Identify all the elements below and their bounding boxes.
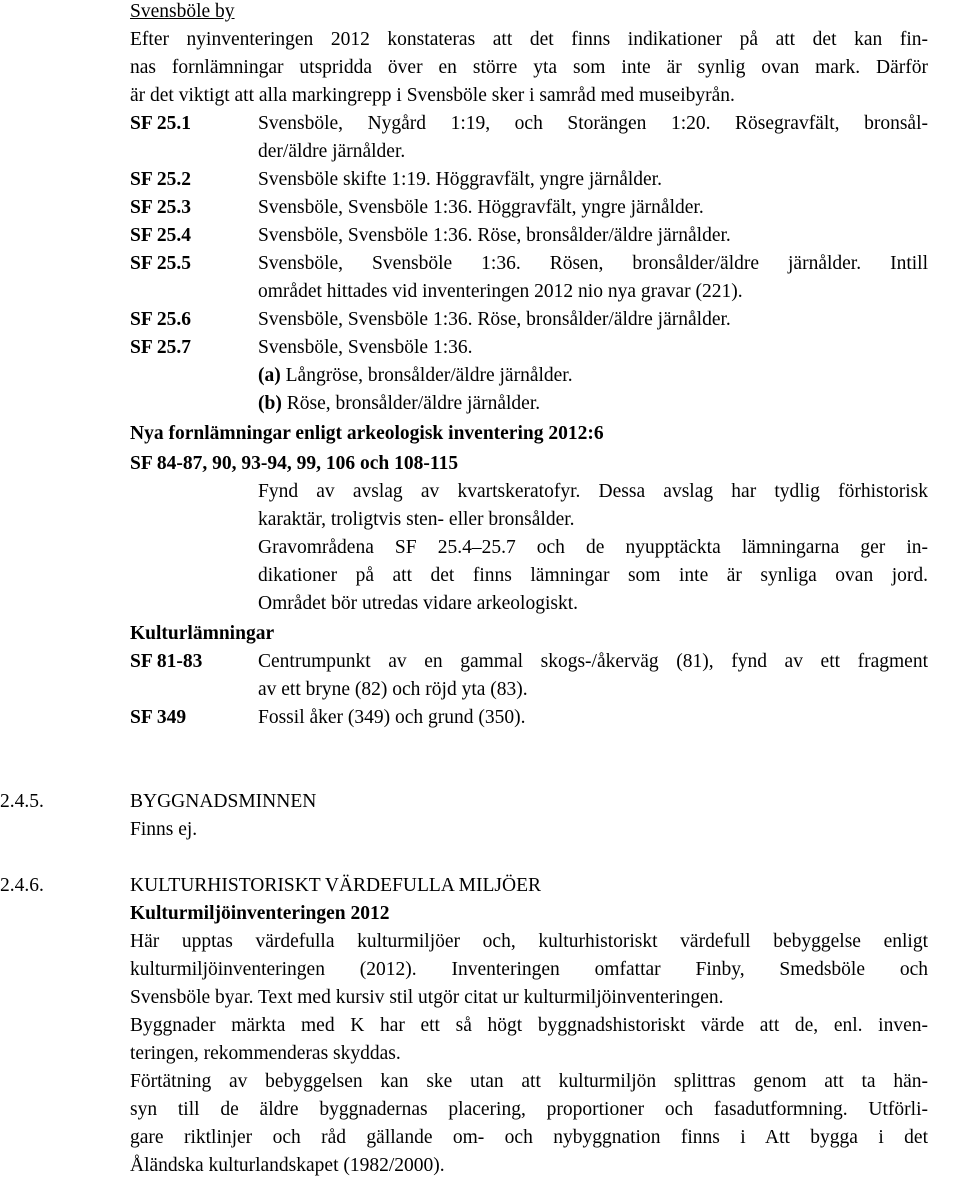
- nya-text: Fynd av avslag av kvartskeratofyr. Dessa avslag har tydlig förhistorisk: [258, 481, 928, 502]
- section-number: 2.4.5.: [0, 791, 44, 812]
- nya-heading: Nya fornlämningar enligt arkeologisk inventering 2012:6: [130, 423, 604, 444]
- sub-entry-text: Röse, bronsålder/äldre järnålder.: [281, 393, 541, 414]
- sub-entry-label: (a): [258, 365, 281, 386]
- sub-entry-label: (b): [258, 393, 282, 414]
- miljo-text: Här upptas värdefulla kulturmiljöer och, kulturhistoriskt värdefull bebyggelse enligt: [130, 931, 928, 952]
- section-heading-svensbole: Svensböle by: [130, 1, 235, 22]
- sub-entry-a: [258, 362, 573, 390]
- sub-entry-text: Långröse, bronsålder/äldre järnålder.: [280, 365, 573, 386]
- entry-text: der/äldre järnålder.: [258, 141, 406, 162]
- miljo-text: syn till de äldre byggnadernas placering, proportioner och fasadutformning. Utförli-: [130, 1099, 928, 1120]
- entry-text: Svensböle, Svensböle 1:36.: [258, 337, 473, 358]
- section-number: 2.4.6.: [0, 875, 44, 896]
- entry-text: Svensböle, Svensböle 1:36. Höggravfält, yngre järnålder.: [258, 197, 704, 218]
- entry-code: SF 25.6: [130, 309, 192, 330]
- nya-text: karaktär, troligtvis sten- eller bronsålder.: [258, 509, 575, 530]
- entry-code: SF 25.3: [130, 197, 192, 218]
- miljo-text: Åländska kulturlandskapet (1982/2000).: [130, 1155, 445, 1176]
- sub-entry-b: [258, 390, 540, 418]
- intro-line-2: nas fornlämningar utspridda över en större yta som inte är synlig ovan mark. Därför: [130, 57, 928, 78]
- miljo-text: Byggnader märkta med K har ett så högt byggnadshistoriskt värde att de, enl. inven-: [130, 1015, 928, 1036]
- kultur-heading: Kulturlämningar: [130, 623, 275, 644]
- entry-text: av ett bryne (82) och röjd yta (83).: [258, 679, 528, 700]
- section-title: KULTURHISTORISKT VÄRDEFULLA MILJÖER: [130, 875, 541, 896]
- entry-text: Centrumpunkt av en gammal skogs-/åkerväg (81), fynd av ett fragment: [258, 651, 928, 672]
- entry-code: SF 81-83: [130, 651, 203, 672]
- entry-code: SF 25.4: [130, 225, 192, 246]
- entry-text: Svensböle, Nygård 1:19, och Storängen 1:20. Rösegravfält, bronsål-: [258, 113, 928, 134]
- miljo-text: gare riktlinjer och råd gällande om- och nybyggnation finns i Att bygga i det: [130, 1127, 928, 1148]
- miljo-text: kulturmiljöinventeringen (2012). Inventeringen omfattar Finby, Smedsböle och: [130, 959, 928, 980]
- nya-text: Området bör utredas vidare arkeologiskt.: [258, 593, 579, 614]
- intro-line-3: är det viktigt att alla markingrepp i Svensböle sker i samråd med museibyrån.: [130, 85, 735, 106]
- nya-codes: SF 84-87, 90, 93-94, 99, 106 och 108-115: [130, 453, 459, 474]
- entry-text: Svensböle, Svensböle 1:36. Rösen, bronsålder/äldre järnålder. Intill: [258, 253, 928, 274]
- section-title: BYGGNADSMINNEN: [130, 791, 317, 812]
- entry-code: SF 25.5: [130, 253, 192, 274]
- entry-text: Svensböle skifte 1:19. Höggravfält, yngre järnålder.: [258, 169, 662, 190]
- intro-line-1: Efter nyinventeringen 2012 konstateras att det finns indikationer på att det kan fin-: [130, 29, 928, 50]
- nya-text: dikationer på att det finns lämningar som inte är synliga ovan jord.: [258, 565, 928, 586]
- section-text: Finns ej.: [130, 819, 198, 840]
- entry-code: SF 349: [130, 707, 187, 728]
- miljo-text: Förtätning av bebyggelsen kan ske utan att kulturmiljön splittras genom att ta hän-: [130, 1071, 928, 1092]
- entry-text: Svensböle, Svensböle 1:36. Röse, bronsålder/äldre järnålder.: [258, 225, 731, 246]
- entry-text: Svensböle, Svensböle 1:36. Röse, bronsålder/äldre järnålder.: [258, 309, 731, 330]
- miljo-text: teringen, rekommenderas skyddas.: [130, 1043, 401, 1064]
- miljo-subheading: Kulturmiljöinventeringen 2012: [130, 903, 390, 924]
- nya-text: Gravområdena SF 25.4–25.7 och de nyupptäckta lämningarna ger in-: [258, 537, 928, 558]
- entry-text: Fossil åker (349) och grund (350).: [258, 707, 526, 728]
- miljo-text: Svensböle byar. Text med kursiv stil utgör citat ur kulturmiljöinventeringen.: [130, 987, 724, 1008]
- entry-code: SF 25.7: [130, 337, 192, 358]
- entry-text: området hittades vid inventeringen 2012 nio nya gravar (221).: [258, 281, 743, 302]
- entry-code: SF 25.2: [130, 169, 192, 190]
- entry-code: SF 25.1: [130, 113, 192, 134]
